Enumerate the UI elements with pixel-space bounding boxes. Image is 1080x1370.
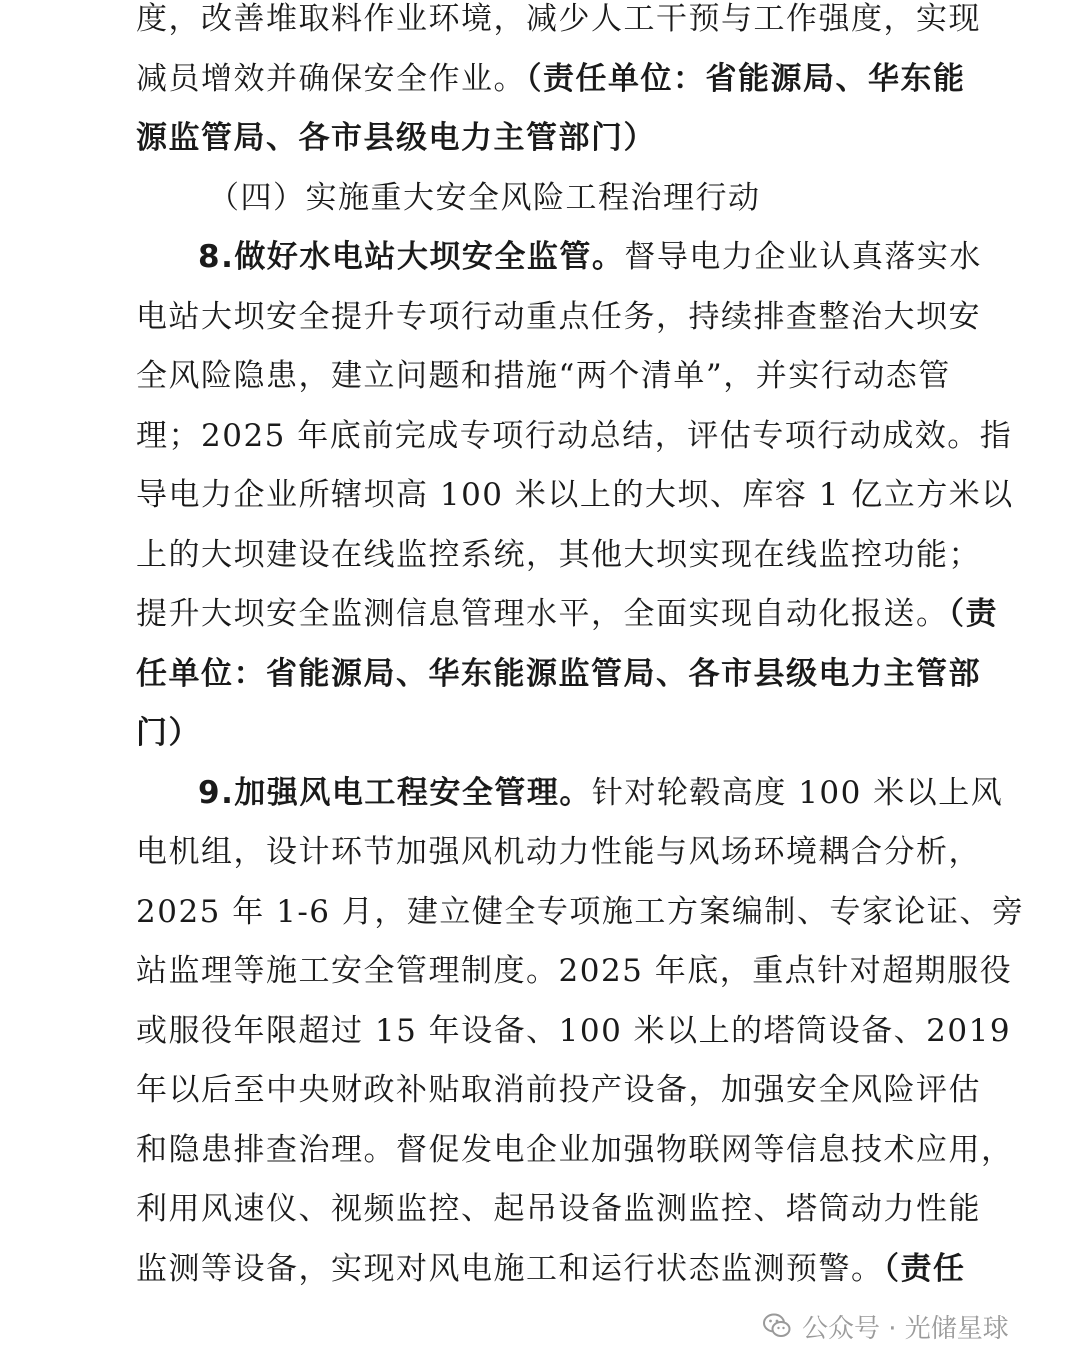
text-segment: 理；2025 年底前完成专项行动总结，评估专项行动成效。指 xyxy=(136,417,1013,454)
text-segment: 和隐患排查治理。督促发电企业加强物联网等信息技术应用， xyxy=(136,1131,1014,1168)
text-line-8 xyxy=(136,407,1013,467)
text-line-17 xyxy=(136,942,1013,1002)
watermark xyxy=(762,1306,1009,1346)
text-line-19 xyxy=(136,1061,981,1121)
section-heading xyxy=(136,169,936,229)
watermark-text: 公众号 · 光储星球 xyxy=(802,1313,1009,1344)
text-segment: 减员增效并确保安全作业。 xyxy=(136,60,526,97)
text-segment: 督导电力企业认真落实水 xyxy=(624,239,982,275)
text-segment: 全风险隐患，建立问题和措施“两个清单”，并实行动态管 xyxy=(136,358,951,394)
item-heading-9: 9.加强风电工程安全管理。 xyxy=(198,774,592,811)
responsible-unit-text: （责任单位：省能源局、华东能 xyxy=(526,60,966,97)
text-line-11 xyxy=(136,585,998,645)
responsible-unit-text: （责任 xyxy=(883,1250,966,1287)
text-segment: 度，改善堆取料作业环境，减少人工干预与工作强度，实现 xyxy=(136,1,981,37)
text-segment: 针对轮毂高度 100 米以上风 xyxy=(591,774,1004,811)
text-segment: 监测等设备，实现对风电施工和运行状态监测预警。 xyxy=(136,1250,884,1287)
text-segment: 站监理等施工安全管理制度。2025 年底，重点针对超期服役 xyxy=(136,953,1013,989)
document-body xyxy=(136,0,1025,1299)
text-line-2 xyxy=(136,50,966,110)
text-line-21 xyxy=(136,1180,981,1240)
text-line-9 xyxy=(136,466,1014,526)
text-segment: 2025 年 1-6 月，建立健全专项施工方案编制、专家论证、旁 xyxy=(136,893,1025,930)
text-line-14 xyxy=(136,764,1004,824)
responsible-unit-text: 任单位：省能源局、华东能源监管局、各市县级电力主管部 xyxy=(136,655,981,692)
text-segment: 导电力企业所辖坝高 100 米以上的大坝、库容 1 亿立方米以 xyxy=(136,477,1014,513)
text-line-3 xyxy=(136,109,936,169)
text-segment: 上的大坝建设在线监控系统，其他大坝实现在线监控功能； xyxy=(136,536,981,573)
section-heading-text: （四）实施重大安全风险工程治理行动 xyxy=(208,179,761,216)
text-line-6 xyxy=(136,288,981,348)
text-line-16 xyxy=(136,883,1025,943)
item-heading-8: 8.做好水电站大坝安全监管。 xyxy=(198,239,625,275)
text-line-12 xyxy=(136,645,981,705)
text-line-1 xyxy=(136,0,981,50)
text-line-7 xyxy=(136,347,951,407)
text-line-18 xyxy=(136,1002,1012,1062)
responsible-unit-text: （责 xyxy=(948,596,998,632)
text-segment: 年以后至中央财政补贴取消前投产设备，加强安全风险评估 xyxy=(136,1072,981,1108)
text-segment: 提升大坝安全监测信息管理水平，全面实现自动化报送。 xyxy=(136,596,949,632)
text-segment: 利用风速仪、视频监控、起吊设备监测监控、塔筒动力性能 xyxy=(136,1191,981,1227)
responsible-unit-text: 源监管局、各市县级电力主管部门） xyxy=(136,120,656,156)
text-line-20 xyxy=(136,1121,1014,1181)
text-segment: 或服役年限超过 15 年设备、100 米以上的塔筒设备、2019 xyxy=(136,1012,1012,1049)
wechat-icon xyxy=(762,1311,792,1341)
text-segment: 电站大坝安全提升专项行动重点任务，持续排查整治大坝安 xyxy=(136,298,981,335)
text-segment: 电机组，设计环节加强风机动力性能与风场环境耦合分析， xyxy=(136,834,981,870)
text-line-5 xyxy=(136,228,982,288)
text-line-10 xyxy=(136,526,981,586)
text-line-13 xyxy=(136,704,936,764)
text-line-22 xyxy=(136,1240,966,1300)
responsible-unit-text: 门） xyxy=(136,715,201,751)
text-line-15 xyxy=(136,823,981,883)
